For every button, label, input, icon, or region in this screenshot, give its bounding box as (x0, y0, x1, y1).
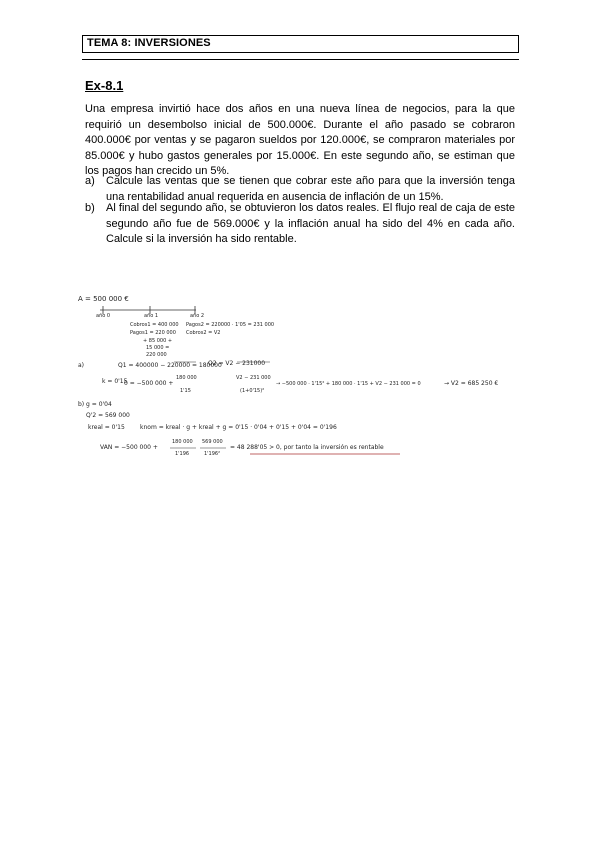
hw-van-fraction-1-den: 1'196 (175, 451, 190, 457)
hw-fraction-2-num: V2 − 231 000 (236, 375, 271, 381)
problem-statement: Una empresa invirtió hace dos años en una nueva línea de negocios, para la que requirió un desembolso inicial de 500.000€. Durante el año pasado se cobraron 400.000€ por ventas y se pagaron sueldos por 120.000€, se compraron materiales por 85.000€ y hubo gastos generales por 15.000€. En este segundo año, se estiman que los pagos han crecido un 5%. (85, 103, 515, 178)
hw-pagos-1: Pagos1 = 220 000 (130, 330, 176, 336)
hw-real-cashflow: Q'2 = 569 000 (86, 412, 130, 419)
hw-q2: Q2 = V2 − 231000 (208, 360, 266, 367)
hw-van-fraction-1-num: 180 000 (172, 439, 193, 445)
exercise-title: Ex-8.1 (85, 78, 124, 93)
hw-pagos-1-materials: + 85 000 + (143, 338, 173, 344)
hw-part-b-label: b) g = 0'04 (78, 401, 112, 408)
hw-pagos-1-general: 15 000 = (146, 345, 170, 351)
hw-discount-rate: k = 0'15 (102, 378, 128, 385)
hw-cobros-1: Cobros1 = 400 000 (130, 322, 179, 328)
hw-equation-expanded: → −500 000 · 1'15² + 180 000 · 1'15 + V2 − 231 000 = 0 (276, 381, 421, 387)
hw-cobros-2: Cobros2 = V2 (186, 330, 221, 336)
hw-year-2: año 2 (190, 313, 205, 319)
hw-year-1: año 1 (144, 313, 159, 319)
hw-sales-result: → V2 = 685 250 € (444, 380, 499, 387)
hw-real-rate: kreal = 0'15 (88, 424, 125, 431)
hw-npv-equation-start: 0 = −500 000 + (124, 380, 174, 387)
question-b-label: b) (85, 202, 95, 214)
hw-nominal-rate: knom = kreal · g + kreal + g = 0'15 · 0'04 + 0'15 + 0'04 = 0'196 (140, 424, 337, 431)
hw-fraction-1-den: 1'15 (180, 388, 191, 394)
hw-year-0: año 0 (96, 313, 111, 319)
hw-pagos-2: Pagos2 = 220000 · 1'05 = 231 000 (186, 322, 275, 328)
hw-pagos-1-total: 220 000 (146, 352, 167, 358)
hw-fraction-2-den: (1+0'15)² (240, 388, 265, 394)
hw-van-start: VAN = −500 000 + (100, 444, 158, 451)
hw-van-result: = 48 288'05 > 0, por tanto la inversión es rentable (230, 444, 384, 451)
question-a-label: a) (85, 175, 95, 187)
hw-part-a-label: a) (78, 362, 85, 369)
question-b-text: Al final del segundo año, se obtuvieron los datos reales. El flujo real de caja de este segundo año fue de 569.000€ y la inflación anual ha sido del 4% en cada año. Calcule si la inversión ha sido rentable. (106, 202, 515, 246)
hw-q1: Q1 = 400000 − 220000 = 180000 (118, 362, 222, 369)
hw-initial-outlay: A = 500 000 € (78, 295, 129, 303)
hw-van-fraction-2-num: 569 000 (202, 439, 223, 445)
section-title: TEMA 8: INVERSIONES (87, 37, 211, 49)
question-a-text: Calcule las ventas que se tienen que cobrar este año para que la inversión tenga una rentabilidad anual requerida en ausencia de inflación de un 15%. (106, 175, 515, 203)
hw-fraction-1-num: 180 000 (176, 375, 197, 381)
hw-van-fraction-2-den: 1'196² (204, 451, 221, 457)
